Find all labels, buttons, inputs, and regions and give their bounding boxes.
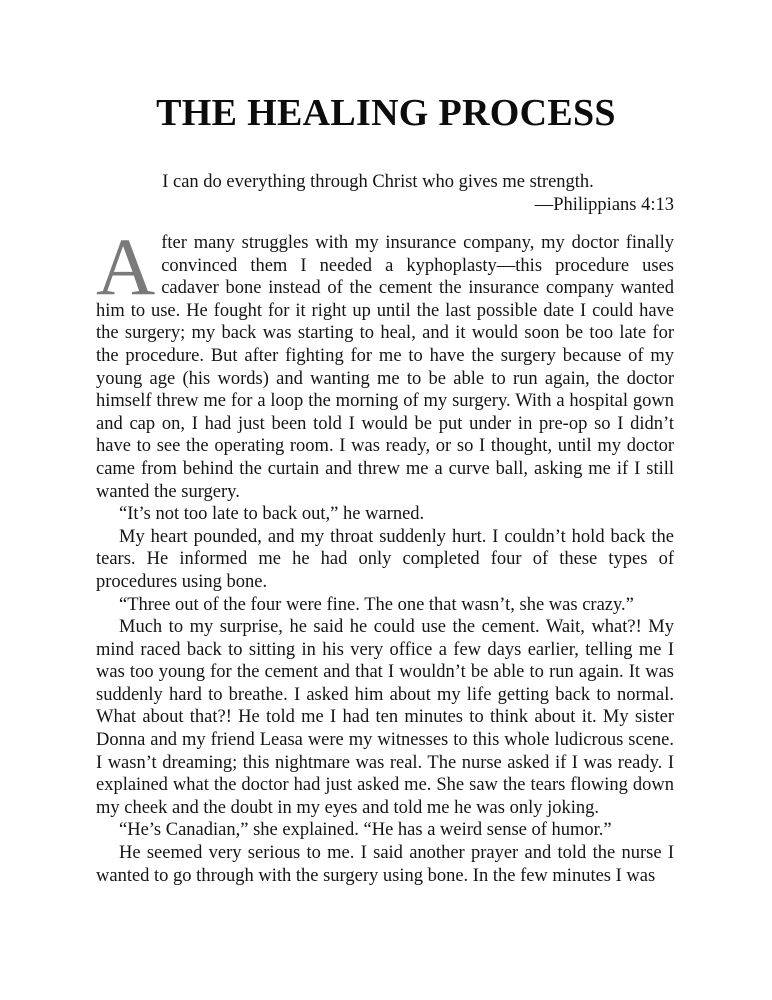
paragraph-6: “He’s Canadian,” she explained. “He has a weird sense of humor.” (119, 820, 612, 841)
epigraph (96, 171, 674, 217)
paragraph-1 (96, 221, 674, 503)
chapter-title: THE HEALING PROCESS (156, 92, 616, 134)
paragraph-5: Much to my surprise, he said he could use the cement. Wait, what?! My mind raced back to sitting in his very office a few days earlier, telling me I was too young for the cement and that I wouldn’t be able to run again. It was suddenly hard to breathe. I asked him about my life getting back to normal. What about that?! He told me I had ten minutes to think about it. My sister Donna and my friend Leasa were my witnesses to this whole ludicrous scene. I wasn’t dreaming; this nightmare was real. The nurse asked if I was ready. I explained what the doctor had just asked me. She saw the tears flowing down my cheek and the doubt in my eyes and told me he was only joking. (96, 617, 674, 818)
paragraph-7: He seemed very serious to me. I said another prayer and told the nurse I wanted to go through with the surgery using bone. In the few minutes I was (96, 843, 674, 886)
paragraph-4: “Three out of the four were fine. The one that wasn’t, she was crazy.” (119, 594, 634, 615)
drop-cap: A (96, 221, 156, 312)
paragraph-2: “It’s not too late to back out,” he warned. (119, 504, 425, 525)
body-text (96, 221, 674, 887)
epigraph-quote: I can do everything through Christ who gives me strength. (162, 172, 594, 192)
epigraph-citation: —Philippians 4:13 (534, 195, 674, 215)
paragraph-3: My heart pounded, and my throat suddenly hurt. I couldn’t hold back the tears. He informed me he had only completed four of these types of procedures using bone. (96, 526, 674, 592)
paragraph-1-text: fter many struggles with my insurance company, my doctor finally convinced them I needed a kyphoplasty—this procedure uses cadaver bone instead of the cement the insurance company wanted him to use. He fought for it right up until the last possible date I could have the surgery; my back was starting to heal, and it would soon be too late for the procedure. But after fighting for me to have the surgery because of my young age (his words) and wanting me to be able to run again, the doctor himself threw me for a loop the morning of my surgery. With a hospital gown and cap on, I had just been told I would be put under in pre-op so I didn’t have to see the operating room. I was ready, or so I thought, until my doctor came from behind the curtain and threw me a curve ball, asking me if I still wanted the surgery. (96, 233, 674, 502)
